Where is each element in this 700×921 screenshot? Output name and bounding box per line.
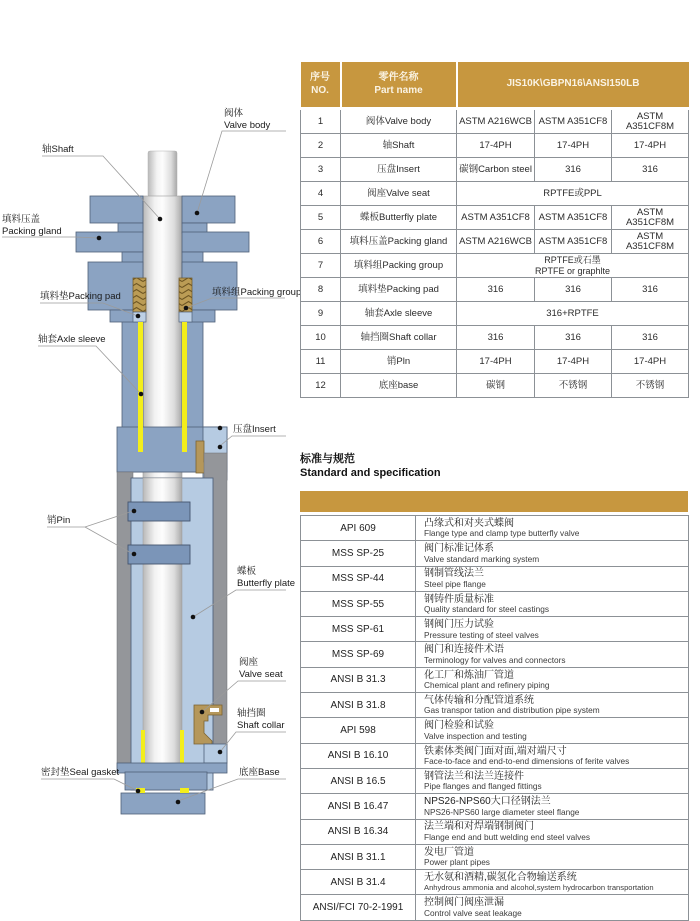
header-no: 序号 NO. [301,62,341,109]
cell-material-merged: 316+RPTFE [457,302,689,326]
standards-table [300,515,689,921]
cell-no: 10 [301,326,341,350]
cell-material-merged [457,254,689,278]
label-butterfly-plate-zh: 蝶板 [237,566,257,577]
cell-name: 销Pln [341,350,457,374]
table-row [301,278,689,302]
cell-standard-desc [416,516,689,541]
cell-name: 填料压盖Packing gland [341,230,457,254]
table-row [301,230,689,254]
cell-material: 316 [457,278,535,302]
cell-no: 9 [301,302,341,326]
desc-en: Chemical plant and refinery piping [424,680,550,691]
cell-standard-desc [416,642,689,667]
cell-material: ASTM A351CF8 [535,109,612,134]
desc-zh: 钢铸件质量标准 [424,593,494,605]
cell-material: ASTM A351CF8 [535,206,612,230]
cell-standard-code: ANSI B 31.1 [301,844,416,869]
desc-zh: 发电厂管道 [424,846,474,858]
cell-name: 压盘Insert [341,158,457,182]
table-row [301,617,689,642]
desc-en: Face-to-face and end-to-end dimensions of ferite valves [424,756,630,766]
label-seal-gasket: 密封垫Seal gasket [41,767,120,778]
cell-standard-desc [416,617,689,642]
table-row [301,895,689,920]
cell-no: 6 [301,230,341,254]
table-row [301,254,689,278]
standards-gold-bar [300,491,688,512]
label-axle-sleeve: 轴套Axle sleeve [38,334,106,345]
desc-en: NPS26-NPS60 large diameter steel flange [424,806,580,817]
desc-en: Gas transpor tation and distribution pipe system [424,705,600,716]
table-row [301,819,689,844]
parts-header-row [301,62,689,109]
cell-standard-code: ANSI B 16.47 [301,794,416,819]
desc-zh: 法兰端和对焊端钢制阀门 [424,821,534,833]
desc-en: Valve inspection and testing [424,730,527,741]
cell-standard-desc [416,768,689,793]
cell-standard-code: ANSI B 16.10 [301,743,416,768]
table-row [301,326,689,350]
cell-standard-code: ANSI B 31.8 [301,693,416,718]
cell-material: ASTM A351CF8M [612,206,689,230]
desc-en: Power plant pipes [424,857,490,868]
header-part-name: 零件名称 Part name [341,62,457,109]
table-row [301,693,689,718]
cell-no: 5 [301,206,341,230]
table-row [301,158,689,182]
label-packing-pad: 填料垫Packing pad [40,291,121,302]
cell-standard-code: ANSI B 31.4 [301,870,416,895]
cell-material: ASTM A216WCB [457,230,535,254]
table-row [301,642,689,667]
label-shaft-collar-zh: 轴挡圈 [237,708,266,719]
label-shaft-collar-en: Shaft collar [237,720,285,731]
cell-material: ASTM A351CF8M [612,230,689,254]
cell-standard-desc [416,743,689,768]
label-valve-body-en: Valve body [224,120,271,131]
cell-no: 11 [301,350,341,374]
cell-standard-desc [416,895,689,920]
cell-material: 不锈钢 [612,374,689,398]
cell-name: 阀座Valve seat [341,182,457,206]
desc-zh: 铁素体类阀门面对面,端对端尺寸 [424,745,567,757]
table-row [301,768,689,793]
label-valve-seat-zh: 阀座 [239,657,259,668]
cell-material: ASTM A216WCB [457,109,535,134]
label-packing-gland-en: Packing gland [2,226,62,237]
desc-en: Pipe flanges and flanged fittings [424,781,542,792]
table-row [301,667,689,692]
header-materials: JIS10K\GBPN16\ANSI150LB [457,62,689,109]
cell-material: 316 [612,278,689,302]
cell-material: ASTM A351CF8 [535,230,612,254]
cell-standard-desc [416,693,689,718]
cell-material: 316 [535,278,612,302]
cell-material: 17-4PH [535,350,612,374]
cell-standard-code: ANSI B 16.5 [301,768,416,793]
cell-standard-desc [416,819,689,844]
valve-seat-notch [210,708,219,712]
desc-zh: 阀门检验和试验 [424,720,494,732]
desc-zh: 凸缘式和对夹式蝶阀 [424,517,514,529]
cell-standard-desc [416,870,689,895]
desc-en: Quality standard for steel castings [424,604,549,615]
cell-no: 4 [301,182,341,206]
cell-material-merged: RPTFE或PPL [457,182,689,206]
desc-en: Anhydrous ammonia and alcohol,system hydrocarbon transportation [424,882,654,892]
table-row [301,870,689,895]
label-shaft: 轴Shaft [42,144,74,155]
parts-materials-table [300,62,689,398]
cell-material: 碳钢 [457,374,535,398]
cell-standard-desc [416,667,689,692]
desc-zh: 阀门和连接件术语 [424,644,504,656]
cell-no: 2 [301,134,341,158]
desc-zh: 控制阀门阀座泄漏 [424,897,504,909]
table-row [301,718,689,743]
merged-zh: RPTFE或石墨 [544,255,601,266]
cell-name: 填料垫Packing pad [341,278,457,302]
desc-zh: 钢制管线法兰 [424,568,484,580]
cell-standard-code: MSS SP-69 [301,642,416,667]
table-row [301,516,689,541]
desc-en: Steel pipe flange [424,578,486,589]
standards-heading-zh: 标准与规范 [300,453,355,465]
table-row [301,591,689,616]
label-valve-seat-en: Valve seat [239,669,283,680]
cell-no: 12 [301,374,341,398]
table-row [301,743,689,768]
label-insert: 压盘Insert [233,424,276,435]
standards-heading-en: Standard and specification [300,467,441,480]
cell-material: 316 [535,326,612,350]
label-packing-group: 填料组Packing group [212,287,302,298]
table-row [301,302,689,326]
cell-name: 填料组Packing group [341,254,457,278]
desc-en: Control valve seat leakage [424,907,522,918]
cell-name: 阀体Valve body [341,109,457,134]
desc-zh: 钢阀门压力试验 [424,619,494,631]
label-pin: 销Pin [47,515,71,526]
cell-material: 316 [612,326,689,350]
cell-standard-desc [416,566,689,591]
cell-material: 碳钢Carbon steel [457,158,535,182]
cell-name: 轴套Axle sleeve [341,302,457,326]
desc-en: Flange type and clamp type butterfly valve [424,528,580,539]
table-row [301,350,689,374]
cell-material: 17-4PH [457,134,535,158]
cell-no: 8 [301,278,341,302]
cell-no: 1 [301,109,341,134]
table-row [301,134,689,158]
table-row [301,844,689,869]
cell-standard-code: API 598 [301,718,416,743]
cell-standard-code: MSS SP-25 [301,541,416,566]
cell-material: 316 [535,158,612,182]
cell-material: 17-4PH [612,134,689,158]
cell-standard-desc [416,541,689,566]
cell-standard-code: MSS SP-61 [301,617,416,642]
standards-heading [300,452,441,481]
label-butterfly-plate-en: Butterfly plate [237,578,296,589]
merged-en: RPTFE or graphlte [534,265,611,276]
label-packing-gland-zh: 填料压盖 [2,214,41,225]
cell-standard-desc [416,794,689,819]
shaft-collar-graphic [204,744,227,763]
desc-zh: 无水氨和酒精,碳氢化合物输送系统 [424,872,577,884]
label-valve-body-zh: 阀体 [224,108,244,119]
cell-material: ASTM A351CF8 [457,206,535,230]
table-row [301,566,689,591]
cell-name: 蝶板Butterfly plate [341,206,457,230]
desc-zh: 钢管法兰和法兰连接件 [424,770,524,782]
desc-zh: 化工厂和炼油厂管道 [424,669,514,681]
cell-standard-code: ANSI B 31.3 [301,667,416,692]
table-row [301,541,689,566]
cell-material: 17-4PH [535,134,612,158]
shaft-lower-graphic [143,478,182,790]
desc-zh: 阀门标准记体系 [424,543,494,555]
cell-standard-code: ANSI B 16.34 [301,819,416,844]
cell-no: 3 [301,158,341,182]
table-row [301,182,689,206]
cell-material: 316 [457,326,535,350]
table-row [301,109,689,134]
desc-en: Valve standard marking system [424,553,540,564]
cell-standard-desc [416,718,689,743]
cell-name: 底座base [341,374,457,398]
desc-zh: NPS26-NPS60大口径钢法兰 [424,796,551,808]
table-row [301,794,689,819]
cell-name: 轴Shaft [341,134,457,158]
cell-standard-code: API 609 [301,516,416,541]
cell-material: 17-4PH [457,350,535,374]
valve-cross-section-diagram [0,0,300,897]
desc-en: Flange end and butt welding end steel valves [424,831,591,842]
desc-en: Pressure testing of steel valves [424,629,539,640]
cell-no: 7 [301,254,341,278]
cell-material: 17-4PH [612,350,689,374]
cell-material: 316 [612,158,689,182]
table-row [301,374,689,398]
cell-standard-code: MSS SP-55 [301,591,416,616]
cell-material: ASTM A351CF8M [612,109,689,134]
label-base: 底座Base [239,767,280,778]
table-row [301,206,689,230]
cell-standard-code: MSS SP-44 [301,566,416,591]
cell-name: 轴挡圈Shaft collar [341,326,457,350]
cell-material: 不锈钢 [535,374,612,398]
cell-standard-code: ANSI/FCI 70-2-1991 [301,895,416,920]
desc-en: Terminology for valves and connectors [424,654,566,665]
cell-standard-desc [416,844,689,869]
desc-zh: 气体传输和分配管道系统 [424,694,534,706]
cell-standard-desc [416,591,689,616]
